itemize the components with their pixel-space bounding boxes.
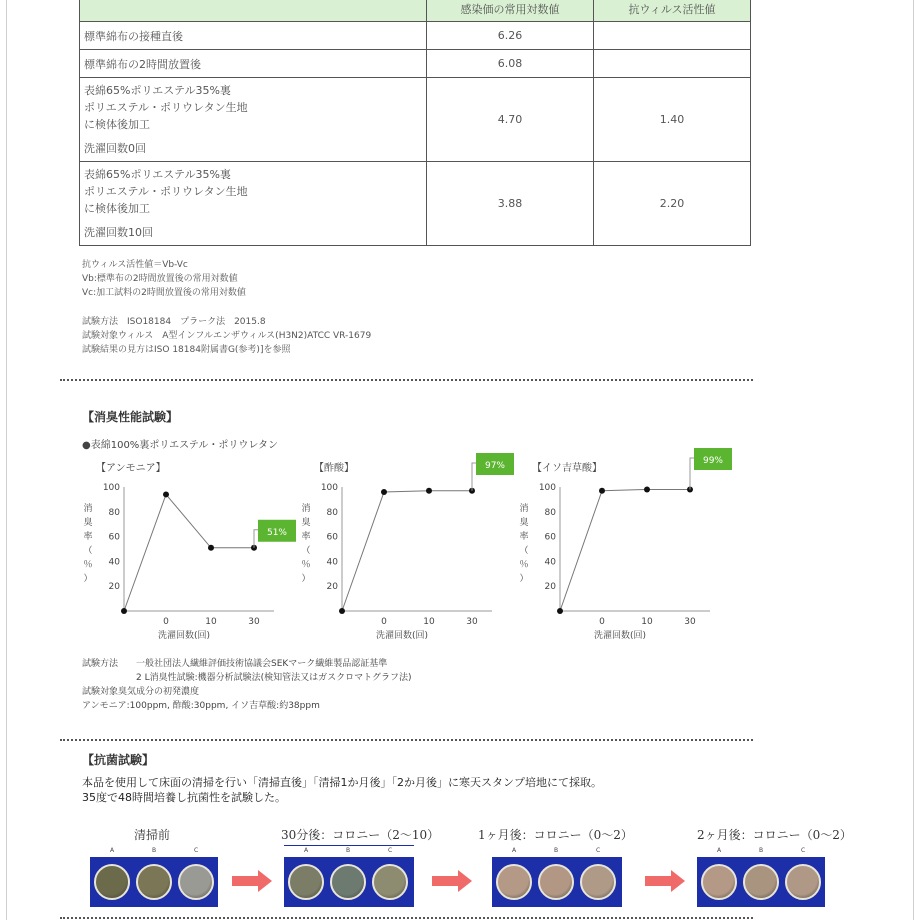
petri-dish [701, 864, 737, 900]
data-point [557, 608, 563, 614]
fabric-bullet: ●表綿100%裏ポリエステル・ポリウレタン [82, 440, 279, 451]
petri-dish [743, 864, 779, 900]
dish-letter: A [512, 847, 517, 854]
section-divider [60, 739, 753, 741]
y-axis-label-char: （ [83, 546, 93, 556]
y-axis-label-char: ） [301, 574, 311, 584]
dish-letter: C [194, 847, 199, 854]
y-tick-label: 20 [108, 582, 120, 593]
y-tick-label: 40 [326, 557, 338, 568]
y-axis-label-char: 消 [83, 504, 93, 514]
x-tick-label: 10 [423, 617, 435, 627]
x-tick-label: 30 [248, 617, 260, 627]
y-tick-label: 80 [108, 507, 120, 518]
data-point [426, 488, 432, 494]
log-value: 6.26 [427, 22, 594, 50]
y-tick-label: 100 [538, 483, 556, 493]
y-axis-label-char: 消 [519, 504, 529, 514]
petri-dish [785, 864, 821, 900]
row-label [80, 162, 427, 246]
y-axis-label-char: 消 [301, 504, 311, 514]
table-row [80, 78, 751, 162]
dish-letter: A [304, 847, 309, 854]
y-tick-label: 40 [108, 557, 120, 568]
y-axis-label-char: ） [519, 574, 529, 584]
y-axis-label-char: ％ [519, 560, 529, 570]
antibac-section-title: 【抗菌試験】 [82, 753, 155, 767]
log-value: 6.08 [427, 50, 594, 78]
method-notes [82, 315, 371, 357]
series-line [342, 491, 472, 611]
x-tick-label: 30 [466, 617, 478, 627]
data-point [208, 545, 214, 551]
data-point [381, 489, 387, 495]
section-divider [60, 917, 753, 919]
dish-letter: A [110, 847, 115, 854]
petri-dish [178, 864, 214, 900]
chart-isovaleric-acid [514, 450, 729, 645]
row-label-line: 表綿65%ポリエステル35%裏 [84, 84, 231, 97]
y-axis-label-char: 率 [519, 532, 529, 542]
petri-dish [496, 864, 532, 900]
note-line: アンモニア:100ppm, 酢酸:30ppm, イソ吉草酸:約38ppm [82, 701, 320, 711]
y-axis-label-char: （ [301, 546, 311, 556]
y-axis-label-char: 臭 [301, 518, 311, 528]
table-row [80, 50, 751, 78]
right-arrow-icon [645, 876, 671, 886]
y-axis-label-char: ） [83, 574, 93, 584]
x-axis-label: 洗濯回数(回) [593, 631, 647, 641]
x-tick-label: 0 [381, 617, 387, 627]
callout-label: 99% [702, 456, 724, 466]
y-tick-label: 60 [108, 532, 120, 543]
y-axis-label-char: （ [519, 546, 529, 556]
petri-dish [330, 864, 366, 900]
petri-dish [94, 864, 130, 900]
activity-value: 1.40 [594, 78, 751, 162]
series-line [560, 489, 690, 611]
petri-dish-group [492, 857, 622, 907]
table-row [80, 162, 751, 246]
chart-ammonia [78, 455, 293, 645]
note-line: Vc:加工試料の2時間放置後の常用対数値 [82, 288, 246, 298]
row-label-line: ポリエステル・ポリウレタン生地 [84, 101, 248, 114]
data-point [599, 488, 605, 494]
petri-dish-group [90, 857, 218, 907]
x-tick-label: 30 [684, 617, 696, 627]
note-line: 試験結果の見方はISO 18184附属書G(参考)]を参照 [82, 345, 291, 355]
callout-leader [472, 463, 476, 491]
petri-dish [538, 864, 574, 900]
log-value: 3.88 [427, 162, 594, 246]
chart-title: 【イソ吉草酸】 [532, 463, 602, 474]
right-arrow-head [671, 870, 685, 892]
stage-label-before: 清掃前 [134, 828, 171, 842]
petri-dish [136, 864, 172, 900]
stage-underline [284, 845, 414, 846]
petri-dish-group [284, 857, 414, 907]
row-label-line: 洗濯回数0回 [84, 142, 146, 155]
activity-value [594, 22, 751, 50]
x-tick-label: 0 [163, 617, 169, 627]
note-line: 試験対象臭気成分の初発濃度 [82, 687, 200, 697]
callout-label: 97% [484, 461, 506, 471]
intro-line: 本品を使用して床面の清掃を行い「清掃直後」「清掃1か月後」「2か月後」に寒天スタンプ培地にて採取。 [82, 776, 602, 789]
right-arrow-icon [232, 876, 258, 886]
note-line: 抗ウィルス活性値＝Vb-Vc [82, 260, 188, 270]
chart-acetic-acid [296, 455, 511, 645]
petri-dish-group [697, 857, 825, 907]
intro-line: 35度で48時間培養し抗菌性を試験した。 [82, 791, 286, 804]
callout-leader [690, 458, 694, 489]
section-divider [60, 379, 753, 381]
y-axis-label-char: 臭 [83, 518, 93, 528]
dish-letter: C [801, 847, 806, 854]
stage-label-30min: 30分後：コロニー（2～10） [281, 828, 440, 842]
dish-letter: A [717, 847, 722, 854]
y-tick-label: 20 [544, 582, 556, 593]
deodor-section-title: 【消臭性能試験】 [82, 410, 179, 424]
y-tick-label: 100 [102, 483, 120, 493]
note-line: 試験方法 一般社団法人繊維評価技術協議会SEKマーク繊維製品認証基準 [82, 659, 388, 669]
y-tick-label: 60 [544, 532, 556, 543]
row-label-line: に検体後加工 [84, 202, 150, 215]
table-row [80, 22, 751, 50]
y-axis-label-char: 臭 [519, 518, 529, 528]
table-header-cell: 感染価の常用対数値 [427, 0, 594, 22]
y-axis-label-char: ％ [301, 560, 311, 570]
data-point [163, 491, 169, 497]
chart-title: 【酢酸】 [314, 463, 354, 474]
y-axis-label-char: ％ [83, 560, 93, 570]
chart-title: 【アンモニア】 [96, 463, 166, 474]
table-header-cell: 抗ウィルス活性値 [594, 0, 751, 22]
y-axis-label-char: 率 [83, 532, 93, 542]
stage-label-1month: 1ヶ月後：コロニー（0～2） [478, 828, 633, 842]
row-label: 標準綿布の接種直後 [80, 22, 427, 50]
dish-letter: C [388, 847, 393, 854]
formula-notes [82, 258, 246, 300]
y-tick-label: 40 [544, 557, 556, 568]
dish-letter: C [596, 847, 601, 854]
x-tick-label: 0 [599, 617, 605, 627]
row-label-line: 表綿65%ポリエステル35%裏 [84, 168, 231, 181]
right-arrow-icon [432, 876, 458, 886]
dish-letter: B [759, 847, 764, 854]
y-tick-label: 80 [326, 507, 338, 518]
dish-letter: B [554, 847, 559, 854]
table-header-row [80, 0, 751, 22]
activity-value [594, 50, 751, 78]
y-tick-label: 80 [544, 507, 556, 518]
row-label-line: に検体後加工 [84, 118, 150, 131]
right-arrow-head [458, 870, 472, 892]
activity-value: 2.20 [594, 162, 751, 246]
x-axis-label: 洗濯回数(回) [375, 631, 429, 641]
petri-dish [372, 864, 408, 900]
note-line: Vb:標準布の2時間放置後の常用対数値 [82, 274, 238, 284]
dish-letter: B [346, 847, 351, 854]
right-arrow-head [258, 870, 272, 892]
y-tick-label: 20 [326, 582, 338, 593]
petri-dish [580, 864, 616, 900]
antibac-intro [82, 775, 602, 805]
x-axis-label: 洗濯回数(回) [157, 631, 211, 641]
note-line: 試験対象ウィルス A型インフルエンザウィルス(H3N2)ATCC VR-1679 [82, 331, 372, 341]
log-value: 4.70 [427, 78, 594, 162]
row-label: 標準綿布の2時間放置後 [80, 50, 427, 78]
y-axis-label-char: 率 [301, 532, 311, 542]
note-line: 試験方法 ISO18184 プラーク法 2015.8 [82, 317, 266, 327]
data-point [644, 486, 650, 492]
note-line: 2 L消臭性試験:機器分析試験法(検知管法又はガスクロマトグラフ法) [82, 673, 412, 683]
x-tick-label: 10 [641, 617, 653, 627]
series-line [124, 494, 254, 611]
row-label-line: ポリエステル・ポリウレタン生地 [84, 185, 248, 198]
row-label [80, 78, 427, 162]
row-label-line: 洗濯回数10回 [84, 226, 153, 239]
dish-letter: B [152, 847, 157, 854]
deodor-notes [82, 657, 411, 713]
data-point [339, 608, 345, 614]
stage-label-2month: 2ヶ月後：コロニー（0～2） [697, 828, 852, 842]
data-point [121, 608, 127, 614]
callout-label: 51% [266, 527, 288, 538]
table-header-cell [80, 0, 427, 22]
antiviral-table [79, 0, 751, 246]
y-tick-label: 60 [326, 532, 338, 543]
y-tick-label: 100 [320, 483, 338, 493]
x-tick-label: 10 [205, 617, 217, 627]
petri-dish [288, 864, 324, 900]
